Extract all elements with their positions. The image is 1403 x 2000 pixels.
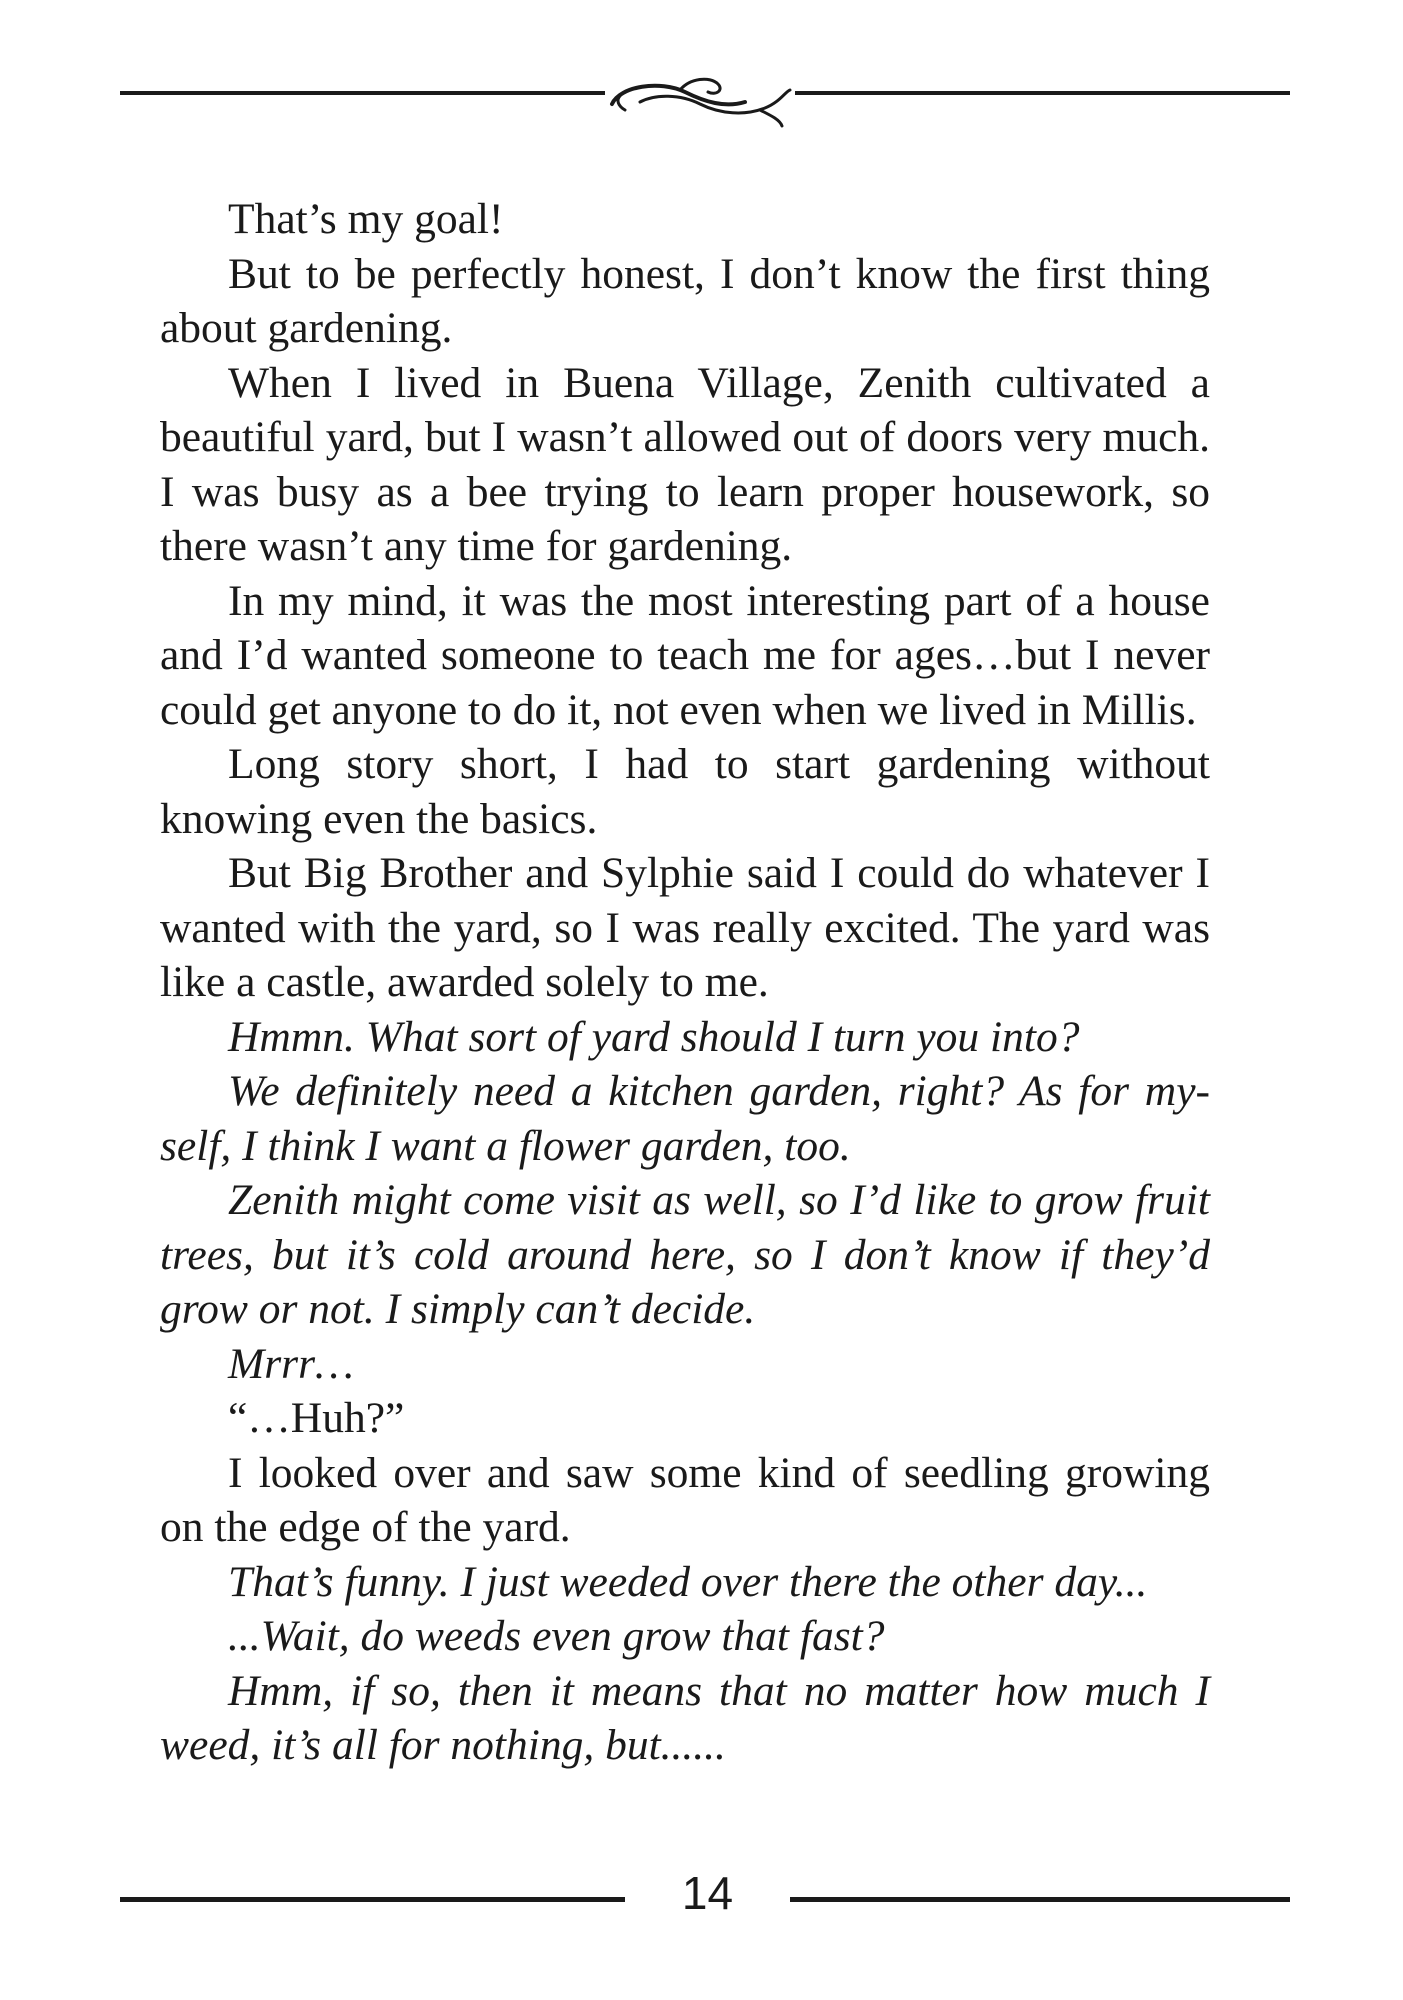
paragraph-italic: That’s funny. I just weeded over there the other day... <box>228 1557 1148 1606</box>
paragraph-italic: Hmmn. What sort of yard should I turn you into? <box>228 1012 1080 1061</box>
paragraph: That’s my goal! <box>228 195 504 243</box>
paragraph: When I lived in Buena Village, Zenith cultivated a beautiful yard, but I wasn’t allowed out of doors very much. I was busy as a bee trying to learn proper housework, so there wasn’t any time for gardening. <box>160 358 1210 570</box>
paragraph: Long story short, I had to start gardening without knowing even the basics. <box>160 740 1210 843</box>
paragraph: But Big Brother and Sylphie said I could do whatever I wanted with the yard, so I was really excited. The yard was like a castle, awarded solely to me. <box>160 849 1210 1006</box>
paragraph: In my mind, it was the most interesting part of a house and I’d wanted someone to teach me for ages…but I never could get anyone to do it, not even when we lived in Millis. <box>160 576 1210 734</box>
footer-rule-left <box>120 1897 625 1902</box>
footer-rule-right <box>790 1897 1290 1902</box>
paragraph: “…Huh?” <box>228 1394 405 1442</box>
paragraph-italic: ...Wait, do weeds even grow that fast? <box>228 1612 885 1660</box>
header-ornament <box>120 72 1290 132</box>
header-rule-left <box>120 91 605 95</box>
header-rule-right <box>795 91 1290 95</box>
paragraph-italic: Mrrr… <box>228 1339 354 1388</box>
paragraph-italic: Zenith might come visit as well, so I’d like to grow fruit trees, but it’s cold around here, so I don’t know if they’d grow or not. I simply can’t decide. <box>160 1176 1210 1333</box>
flourish-icon <box>612 79 790 126</box>
page-body <box>160 192 1210 1773</box>
paragraph: But to be perfectly honest, I don’t know the first thing about gardening. <box>160 249 1210 352</box>
paragraph-italic: Hmm, if so, then it means that no matter how much I weed, it’s all for nothing, but...... <box>160 1666 1210 1769</box>
paragraph: I looked over and saw some kind of seedling growing on the edge of the yard. <box>160 1448 1210 1551</box>
paragraph-italic: We definitely need a kitchen garden, right? As for myself, I think I want a flower garden, too. <box>160 1067 1210 1170</box>
page-number: 14 <box>681 1867 734 1919</box>
